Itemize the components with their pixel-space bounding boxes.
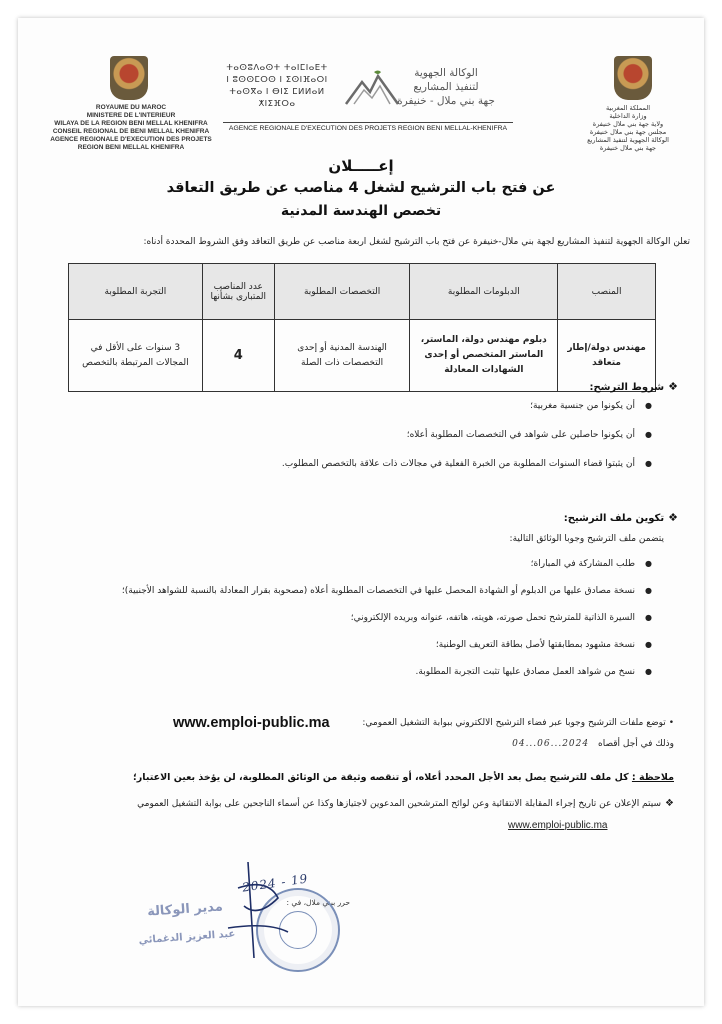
letterhead: [18, 18, 704, 152]
deadline: [512, 739, 674, 749]
header-fr-block: [26, 104, 236, 152]
announcement-text: سيتم الإعلان عن تاريخ إجراء المقابلة الانتقائية وعن لوائح المترشحين المدعوين لاجتيازها وكذا عن أسماء الناجحين على بوابة التشغيل العمومي: [137, 799, 662, 809]
tifinagh-line: ⵏ ⵓⵙⵙⵎⵔⵙ ⵏ ⵉⵙⵏⴼⴰⵔⵏ: [226, 75, 328, 85]
header-fr-line: MINISTERE DE L'INTERIEUR: [86, 112, 176, 119]
bullet-icon: ●: [645, 430, 652, 439]
bullet-icon: ●: [645, 613, 652, 622]
tifinagh-line: ⵜⴰⵙⴳⴰ ⵏ ⴱⵏⵉ ⵎⵍⵍⴰⵍ ⵅⵏⵉⴼⵔⴰ: [229, 87, 325, 109]
emploi-public-link[interactable]: www.emploi-public.ma: [173, 715, 330, 731]
header-ar-block: [558, 104, 698, 152]
header-fr-line: WILAYA DE LA REGION BENI MELLAL KHENIFRA: [54, 120, 208, 127]
table-row: [69, 320, 656, 392]
intro-paragraph: تعلن الوكالة الجهوية لتنفيذ المشاريع لجهة بني ملال-خنيفرة عن فتح باب الترشيح لشغل اربعة مناصب عن طريق التعاقد وفق الشروط المحددة أدناه:: [143, 237, 690, 247]
header-ar-line: المملكة المغربية: [605, 104, 651, 112]
table-header-cell: الدبلومات المطلوبة: [410, 264, 558, 320]
table-header-cell: عدد المناصب المتبارى بشأنها: [202, 264, 274, 320]
header-fr-line: CONSEIL REGIONAL DE BENI MELLAL KHENIFRA: [52, 128, 210, 135]
announcement-page: [18, 18, 704, 1006]
results-announcement: [54, 796, 674, 812]
bullet-icon: ●: [645, 667, 652, 676]
signature-scribble: [218, 858, 308, 968]
table-header-cell: المنصب: [558, 264, 656, 320]
table-cell-count: 4: [202, 320, 274, 392]
bullet-icon: ●: [645, 401, 652, 410]
list-item: [92, 429, 652, 441]
header-ar-line: وزارة الداخلية: [609, 112, 647, 120]
header-ar-line: الوكالة الجهوية لتنفيذ المشاريع: [587, 136, 669, 144]
list-item: [92, 639, 652, 651]
table-cell-experience: 3 سنوات على الأقل في المجالات المرتبطة بالتخصص: [69, 320, 203, 392]
agency-name-fr: AGENCE REGIONALE D'EXECUTION DES PROJETS REGION BENI MELLAL-KHENIFRA: [223, 122, 513, 132]
note-text: كل ملف للترشيح يصل بعد الأجل المحدد أعلاه، أو تنقصه وثيقة من الوثائق المطلوبة، لن يؤخذ بعين الاعتبار؛: [132, 772, 629, 783]
agency-ar-line: الوكالة الجهوية: [414, 67, 478, 79]
header-fr-line: REGION BENI MELLAL KHENIFRA: [77, 144, 185, 151]
header-tifinagh-block: [218, 62, 336, 110]
documents-list: [92, 558, 652, 693]
header-ar-line: ولاية جهة بني ملال خنيفرة: [592, 120, 664, 128]
list-item-text: طلب المشاركة في المباراة؛: [530, 559, 636, 569]
file-heading: [564, 511, 678, 524]
royal-emblem-left: [110, 56, 148, 100]
list-item-text: أن يكونوا من جنسية مغربية؛: [530, 401, 636, 411]
list-item: [92, 458, 652, 470]
conditions-heading: [589, 380, 678, 393]
header-ar-line: جهة بني ملال خنيفرة: [599, 144, 657, 152]
table-header-cell: التجربة المطلوبة: [69, 264, 203, 320]
asterisk-icon: •: [668, 718, 674, 728]
royal-emblem-right: [614, 56, 652, 100]
list-item: [92, 585, 652, 597]
announcement-subtitle: عن فتح باب الترشيح لشغل 4 مناصب عن طريق التعاقد: [166, 180, 556, 196]
signature-place: حرر ببني ملال، في :: [286, 898, 350, 907]
bullet-icon: ●: [645, 640, 652, 649]
diamond-bullet-icon: ❖: [668, 511, 678, 524]
table-header-cell: التخصصات المطلوبة: [274, 264, 410, 320]
bullet-icon: ●: [645, 586, 652, 595]
header-fr-line: ROYAUME DU MAROC: [95, 104, 167, 111]
table-cell-post: مهندس دولة/إطار متعاقد: [558, 320, 656, 392]
list-item: [92, 558, 652, 570]
specialty-title: تخصص الهندسة المدنية: [280, 203, 442, 219]
list-item: [92, 400, 652, 412]
list-item: [92, 666, 652, 678]
list-item-text: نسخة مصادق عليها من الدبلوم أو الشهادة المحصل عليها في التخصصات المطلوبة أعلاه (مصحوبة بقرار المعادلة بالنسبة للشواهد الأجنبية)؛: [121, 586, 636, 596]
list-item: [92, 612, 652, 624]
list-item-text: نسخة مشهود بمطابقتها لأصل بطاقة التعريف الوطنية؛: [435, 640, 636, 650]
diamond-bullet-icon: ❖: [668, 380, 678, 393]
agency-ar-line: جهة بني ملال - خنيفرة: [397, 95, 495, 107]
positions-table: [68, 263, 656, 392]
director-title: مدير الوكالة: [146, 899, 224, 920]
list-item-text: السيرة الذاتية للمترشح تحمل صورته، هويته، هاتفه، عنوانه وبريده الإلكتروني؛: [350, 613, 636, 623]
deposit-instruction: [362, 718, 674, 728]
conditions-heading-text: شروط الترشح:: [589, 382, 665, 393]
bullet-icon: ●: [645, 459, 652, 468]
tifinagh-line: ⵜⴰⵙⵓⴷⴰⵙⵜ ⵜⴰⵏⵎⵏⴰⴹⵜ: [226, 63, 328, 73]
conditions-list: [92, 400, 652, 487]
table-cell-specialties: الهندسة المدنية أو إحدى التخصصات ذات الصلة: [274, 320, 410, 392]
list-item-text: نسخ من شواهد العمل مصادق عليها تثبت التجربة المطلوبة.: [415, 667, 636, 677]
list-item-text: أن يكونوا حاصلين على شواهد في التخصصات المطلوبة أعلاه؛: [406, 430, 636, 440]
agency-name-ar: [396, 66, 496, 108]
file-heading-text: تكوين ملف الترشيح:: [563, 513, 665, 524]
handwritten-date: 2024 - 19: [241, 871, 310, 895]
diamond-bullet-icon: ❖: [665, 798, 674, 809]
deposit-text: توضع ملفات الترشيح وجوبا عبر فضاء الترشيح الالكتروني ببوابة التشغيل العمومي:: [362, 718, 666, 728]
file-subheading: يتضمن ملف الترشيح وجوبا الوثائق التالية:: [509, 534, 664, 544]
table-header-row: [69, 264, 656, 320]
header-ar-line: مجلس جهة بني ملال خنيفرة: [589, 128, 667, 136]
director-name: عبد العزيز الدغمائي: [138, 928, 236, 947]
list-item-text: أن يثبتوا قضاء السنوات المطلوبة من الخبرة الفعلية في مجالات ذات علاقة بالتخصص المطلوب.: [281, 459, 636, 469]
announcement-title: إعـــــلان: [328, 157, 394, 175]
deadline-date: 2024...06...04: [512, 739, 590, 749]
bullet-icon: ●: [645, 559, 652, 568]
note-label: ملاحظة :: [631, 772, 674, 783]
agency-ar-line: لتنفيذ المشاريع: [413, 81, 479, 93]
agency-mountain-logo: [344, 68, 400, 110]
header-fr-line: AGENCE REGIONALE D'EXECUTION DES PROJETS: [50, 136, 212, 143]
deadline-text: وذلك في أجل أقصاه: [597, 739, 674, 749]
table-cell-diplomas: دبلوم مهندس دولة، الماستر، الماستر المتخصص أو إحدى الشهادات المعادلة: [410, 320, 558, 392]
note: [133, 772, 674, 783]
emploi-public-link-2[interactable]: www.emploi-public.ma: [508, 820, 608, 831]
